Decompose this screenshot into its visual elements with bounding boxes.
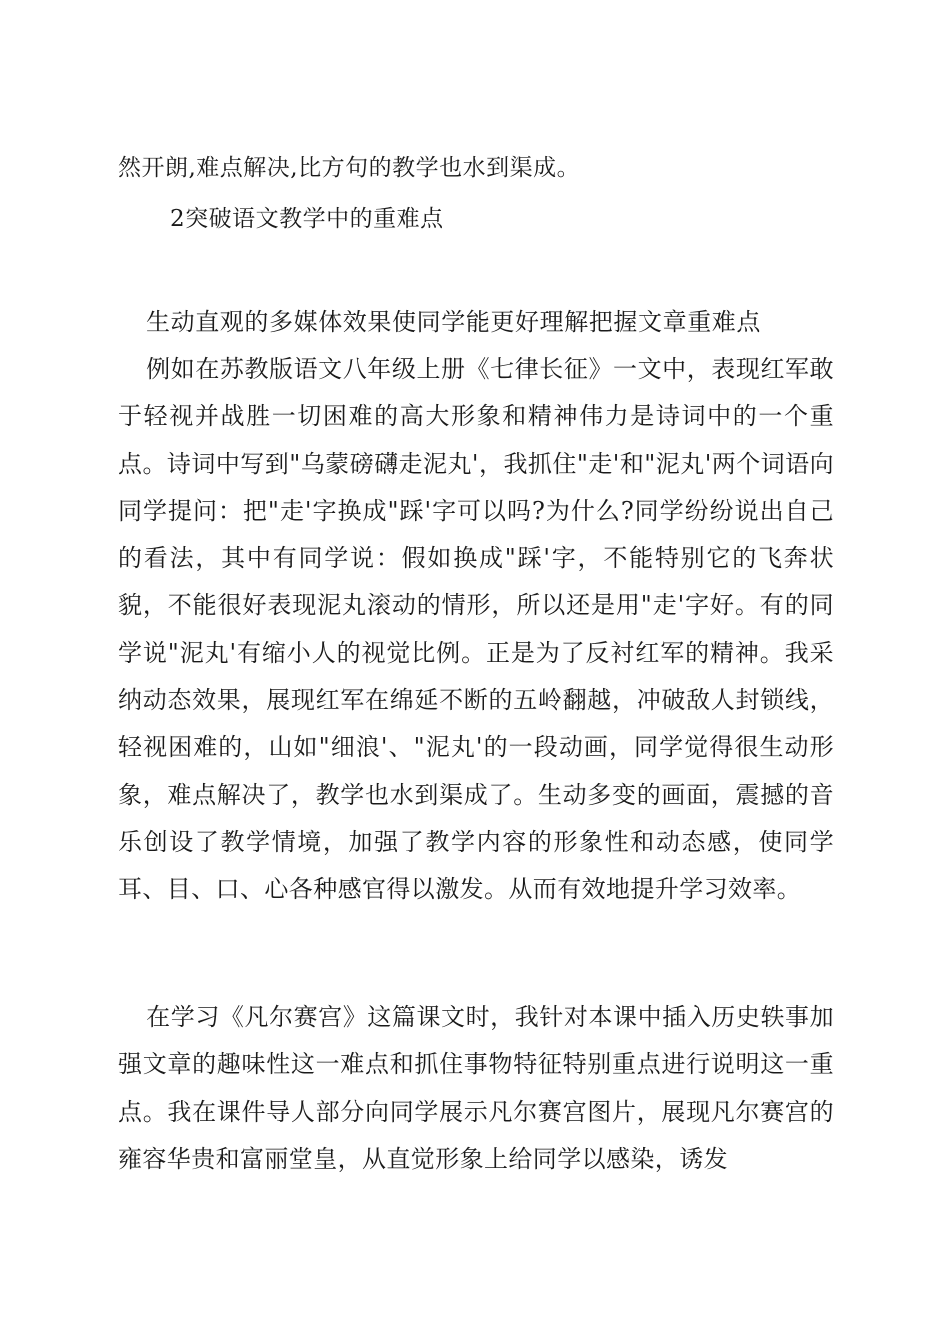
paragraph-changzheng: [118, 346, 834, 914]
section-heading: 2突破语文教学中的重难点: [170, 206, 444, 232]
paragraph-versailles-text: 在学习《凡尔赛宫》这篇课文时，我针对本课中插入历史轶事加强文章的趣味性这一难点和抓住事物特征特别重点进行说明这一重点。我在课件导人部分向同学展示凡尔赛宫图片，展现凡尔赛宫的雍容华贵和富丽堂皇，从直觉形象上给同学以感染，诱发: [118, 1003, 834, 1173]
paragraph-changzheng-text: 例如在苏教版语文八年级上册《七律长征》一文中，表现红军敢于轻视并战胜一切困难的高大形象和精神伟力是诗词中的一个重点。诗词中写到"乌蒙磅礴走泥丸'，我抓住"走'和"泥丸'两个词语向同学提问：把"走'字换成"踩'字可以吗?为什么?同学纷纷说出自己的看法，其中有同学说：假如换成"踩'字，不能特别它的飞奔状貌，不能很好表现泥丸滚动的情形，所以还是用"走'字好。有的同学说"泥丸'有缩小人的视觉比例。正是为了反衬红军的精神。我采纳动态效果，展现红军在绵延不断的五岭翻越，冲破敌人封锁线，轻视困难的，山如"细浪'、"泥丸'的一段动画，同学觉得很生动形象，难点解决了，教学也水到渠成了。生动多变的画面，震撼的音乐创设了教学情境，加强了教学内容的形象性和动态感，使同学耳、目、口、心各种感官得以激发。从而有效地提升学习效率。: [118, 355, 834, 904]
paragraph-versailles: [118, 994, 834, 1183]
subheading: 生动直观的多媒体效果使同学能更好理解把握文章重难点: [146, 308, 761, 336]
continuation-line: 然开朗,难点解决,比方句的教学也水到渠成。: [118, 155, 581, 181]
